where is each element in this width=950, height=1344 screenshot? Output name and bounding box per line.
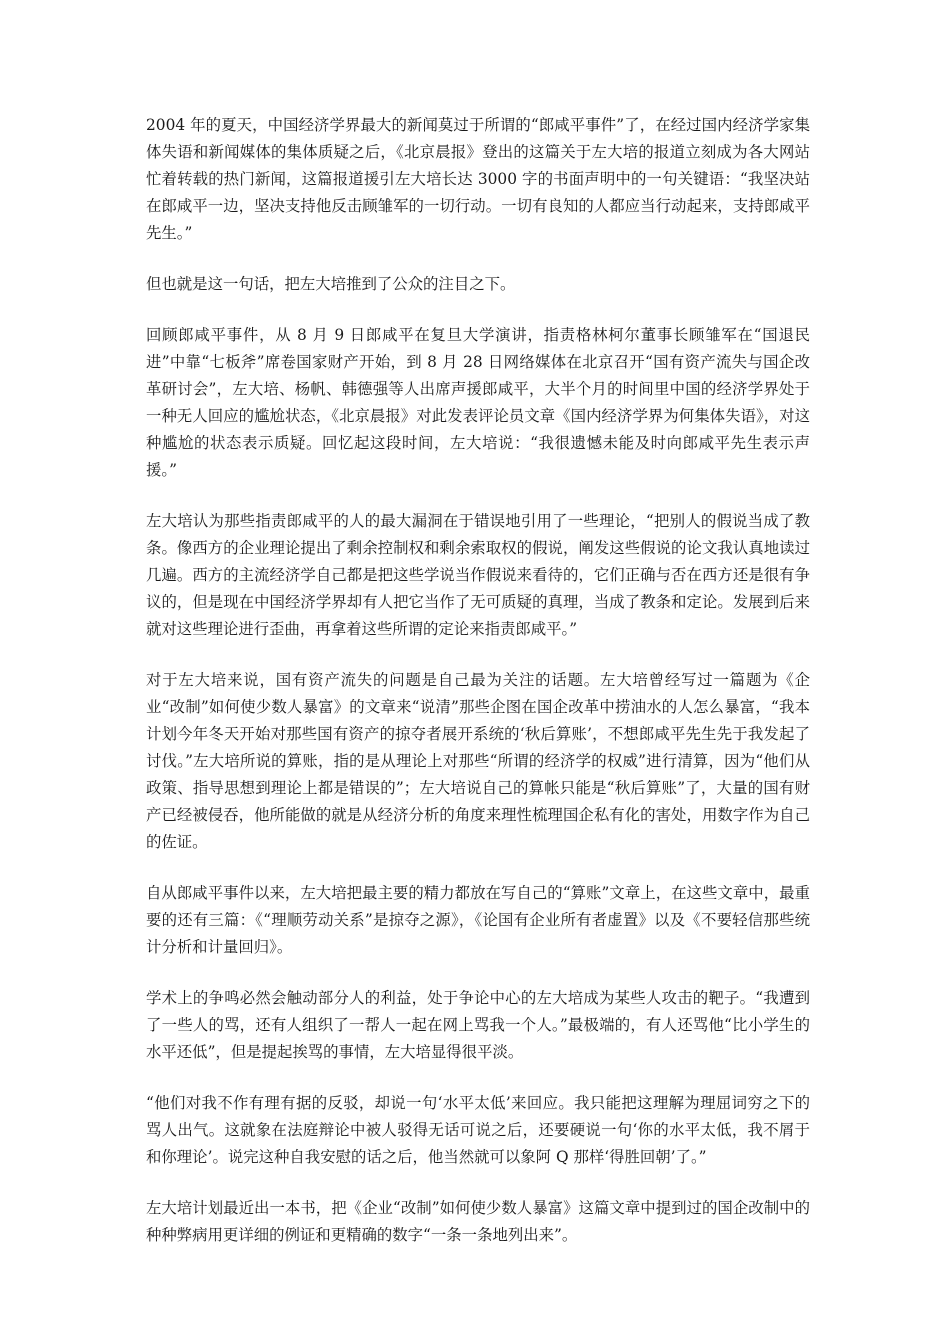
paragraph: 回顾郎咸平事件，从 8 月 9 日郎咸平在复旦大学演讲，指责格林柯尔董事长顾雏军在“国退民进”中靠“七板斧”席卷国家财产开始，到 8 月 28 日网络媒体在北京召开“国有资产流失与国企改革研讨会”，左大培、杨帆、韩德强等人出席声援郎咸平，大半个月的时间里中国的经济学界处于一种无人回应的尴尬状态，《北京晨报》对此发表评论员文章《国内经济学界为何集体失语》，对这种尴尬的状态表示质疑。回忆起这段时间，左大培说：“我很遗憾未能及时向郎咸平先生表示声援。”	[146, 326, 810, 479]
paragraph: 学术上的争鸣必然会触动部分人的利益，处于争论中心的左大培成为某些人攻击的靶子。“我遭到了一些人的骂，还有人组织了一帮人一起在网上骂我一个人。”最极端的，有人还骂他“比小学生的水平还低”，但是提起挨骂的事情，左大培显得很平淡。	[146, 989, 810, 1061]
paragraph: 对于左大培来说，国有资产流失的问题是自己最为关注的话题。左大培曾经写过一篇题为《企业“改制”如何使少数人暴富》的文章来“说清”那些企图在国企改革中捞油水的人怎么暴富，“我本计划今年冬天开始对那些国有资产的掠夺者展开系统的‘秋后算账’，不想郎咸平先生先于我发起了讨伐。”左大培所说的算账，指的是从理论上对那些“所谓的经济学的权威”进行清算，因为“他们从政策、指导思想到理论上都是错误的”；左大培说自己的算帐只能是“秋后算账”了，大量的国有财产已经被侵吞，他所能做的就是从经济分析的角度来理性梳理国企私有化的害处，用数字作为自己的佐证。	[146, 671, 810, 851]
paragraph: 2004 年的夏天，中国经济学界最大的新闻莫过于所谓的“郎咸平事件”了，在经过国内经济学家集体失语和新闻媒体的集体质疑之后，《北京晨报》登出的这篇关于左大培的报道立刻成为各大网站忙着转载的热门新闻，这篇报道援引左大培长达 3000 字的书面声明中的一句关键语：“我坚决站在郎咸平一边，坚决支持他反击顾雏军的一切行动。一切有良知的人都应当行动起来，支持郎咸平先生。”	[146, 116, 810, 242]
paragraph: 左大培认为那些指责郎咸平的人的最大漏洞在于错误地引用了一些理论，“把别人的假说当成了教条。像西方的企业理论提出了剩余控制权和剩余索取权的假说，阐发这些假说的论文我认真地读过几遍。西方的主流经济学自己都是把这些学说当作假说来看待的，它们正确与否在西方还是很有争议的，但是现在中国经济学界却有人把它当作了无可质疑的真理，当成了教条和定论。发展到后来就对这些理论进行歪曲，再拿着这些所谓的定论来指责郎咸平。”	[146, 512, 810, 638]
paragraph: 但也就是这一句话，把左大培推到了公众的注目之下。	[146, 275, 516, 293]
document-body	[146, 112, 810, 1273]
paragraph: 自从郎咸平事件以来，左大培把最主要的精力都放在写自己的“算账”文章上，在这些文章中，最重要的还有三篇：《“理顺劳动关系”是掠夺之源》，《论国有企业所有者虚置》以及《不要轻信那些统计分析和计量回归》。	[146, 884, 810, 956]
paragraph: 左大培计划最近出一本书，把《企业“改制”如何使少数人暴富》这篇文章中提到过的国企改制中的种种弊病用更详细的例证和更精确的数字“一条一条地列出来”。	[146, 1199, 810, 1244]
paragraph: “他们对我不作有理有据的反驳，却说一句‘水平太低’来回应。我只能把这理解为理屈词穷之下的骂人出气。这就象在法庭辩论中被人驳得无话可说之后，还要硬说一句‘你的水平太低，我不屑于和你理论’。说完这种自我安慰的话之后，他当然就可以象阿 Q 那样‘得胜回朝’了。”	[146, 1094, 810, 1166]
